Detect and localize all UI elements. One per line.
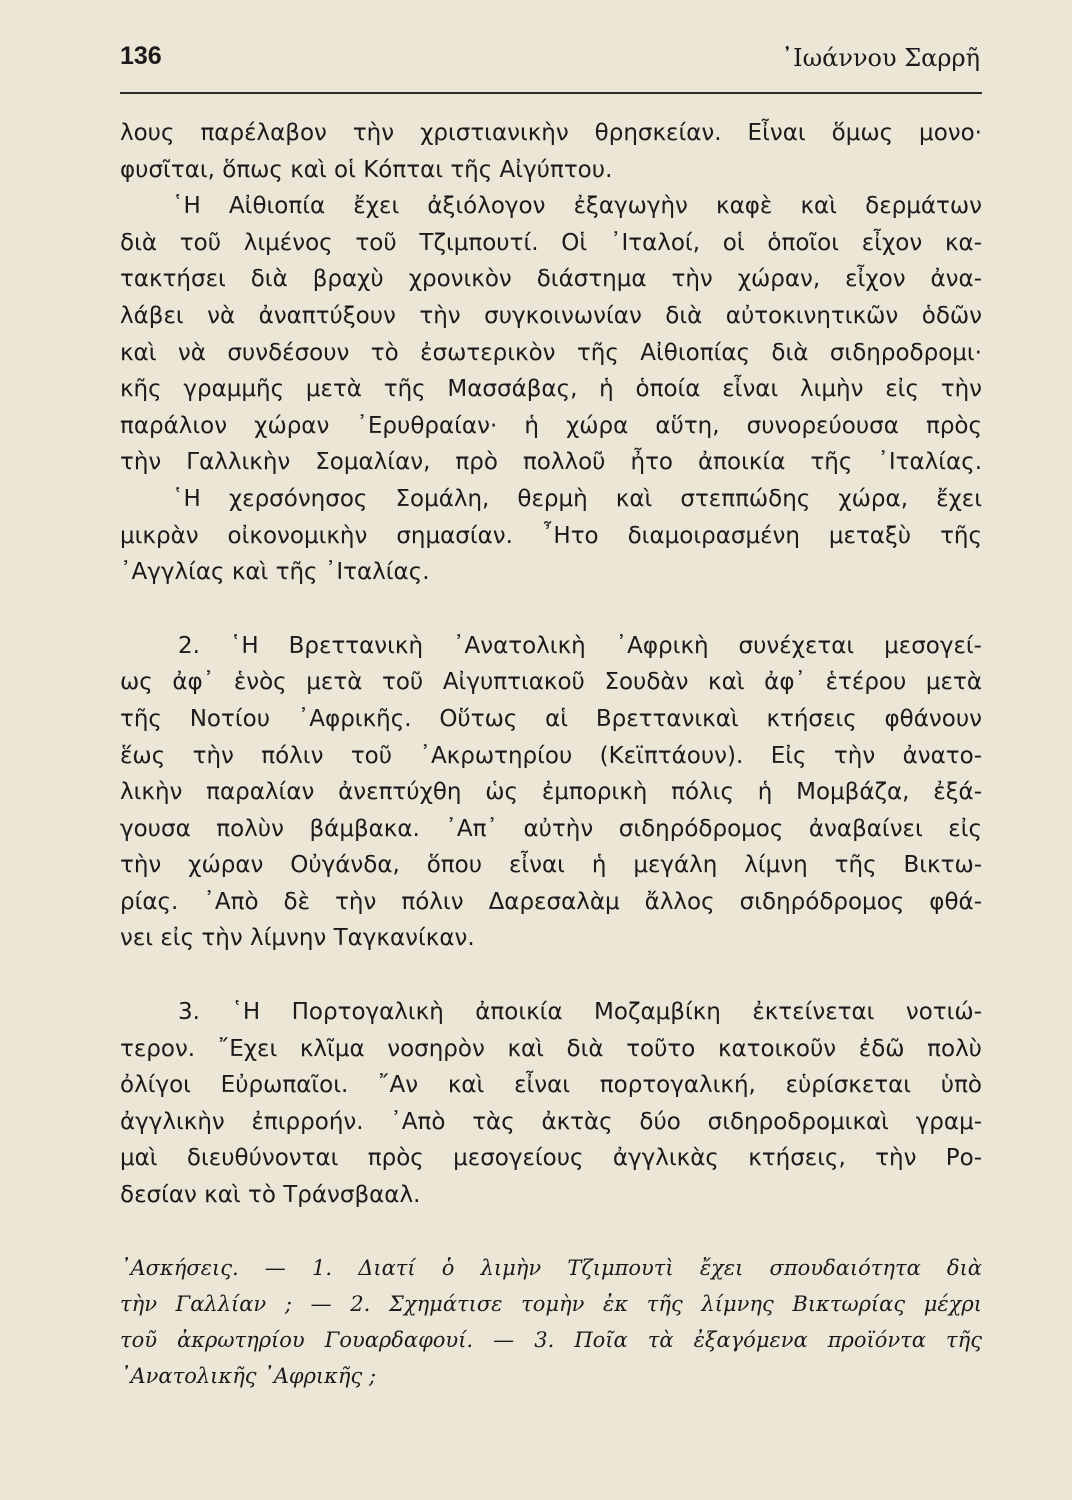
paragraph-3	[120, 481, 982, 591]
text-line: ἀγγλικὴν ἐπιρροήν. ᾿Απὸ τὰς ἀκτὰς δύο σιδηροδρομικαὶ γραμ-	[120, 1108, 982, 1135]
text-line: ρίας. ᾿Απὸ δὲ τὴν πόλιν Δαρεσαλὰμ ἄλλος σιδηρόδρομος φθά-	[120, 888, 982, 915]
text-line: φυσῖται, ὅπως καὶ οἱ Κόπται τῆς Αἰγύπτου.	[120, 156, 613, 183]
running-title: ᾿Ιωάννου Σαρρῆ	[781, 44, 980, 72]
page-header	[120, 42, 980, 82]
text-line: ὀλίγοι Εὐρωπαῖοι. ῎Αν καὶ εἶναι πορτογαλική, εὑρίσκεται ὑπὸ	[120, 1072, 982, 1099]
text-line: καὶ νὰ συνδέσουν τὸ ἐσωτερικὸν τῆς Αἰθιοπίας διὰ σιδηροδρομι·	[120, 339, 982, 366]
text-line: λους παρέλαβον τὴν χριστιανικὴν θρησκείαν. Εἶναι ὅμως μονο·	[120, 120, 982, 146]
text-line: λικὴν παραλίαν ἀνεπτύχθη ὡς ἐμπορικὴ πόλις ἡ Μομβάζα, ἐξά-	[120, 779, 982, 806]
text-line: τῆς Νοτίου ᾿Αφρικῆς. Οὕτως αἱ Βρεττανικαὶ κτήσεις φθάνουν	[120, 705, 982, 732]
text-line: κῆς γραμμῆς μετὰ τῆς Μασσάβας, ἡ ὁποία εἶναι λιμὴν εἰς τὴν	[120, 376, 982, 403]
text-line: 3. ῾Η Πορτογαλικὴ ἀποικία Μοζαμβίκη ἐκτείνεται νοτιώ-	[178, 999, 982, 1026]
exercise-line: τοῦ ἀκρωτηρίου Γουαρδαφουί. — 3. Ποῖα τὰ ἐξαγόμενα προϊόντα τῆς	[120, 1327, 982, 1352]
exercises-block	[120, 1250, 982, 1394]
text-line: ἕως τὴν πόλιν τοῦ ᾿Ακρωτηρίου (Κεϊπτάουν). Εἰς τὴν ἀνατο-	[120, 742, 982, 769]
text-line: παράλιον χώραν ᾿Ερυθραίαν· ἡ χώρα αὕτη, συνορεύουσα πρὸς	[120, 412, 982, 439]
text-line: νει εἰς τὴν λίμνην Ταγκανίκαν.	[120, 925, 475, 952]
exercise-line: ᾿Ανατολικῆς ᾿Αφρικῆς ;	[120, 1363, 377, 1388]
text-line: γουσα πολὺν βάμβακα. ᾿Απ᾿ αὐτὴν σιδηρόδρομος ἀναβαίνει εἰς	[120, 815, 982, 842]
paragraph-1	[120, 115, 982, 188]
exercise-line: τὴν Γαλλίαν ; — 2. Σχημάτισε τομὴν ἐκ τῆς λίμνης Βικτωρίας μέχρι	[120, 1291, 982, 1316]
text-line: μαὶ διευθύνονται πρὸς μεσογείους ἀγγλικὰς κτήσεις, τὴν Ρο-	[120, 1145, 982, 1172]
text-line: ᾿Αγγλίας καὶ τῆς ᾿Ιταλίας.	[120, 559, 430, 586]
section-gap	[120, 591, 982, 628]
page-number: 136	[120, 42, 162, 70]
body-text	[120, 115, 982, 1394]
text-line: τερον. ῎Εχει κλῖμα νοσηρὸν καὶ διὰ τοῦτο κατοικοῦν ἐδῶ πολὺ	[120, 1035, 982, 1062]
exercise-line: ᾿Ασκήσεις. — 1. Διατί ὁ λιμὴν Τζιμπουτὶ ἔχει σπουδαιότητα διὰ	[120, 1255, 982, 1280]
text-line: δεσίαν καὶ τὸ Τράνσβααλ.	[120, 1182, 421, 1209]
section-3	[120, 994, 982, 1214]
text-line: ῾Η χερσόνησος Σομάλη, θερμὴ καὶ στεππώδης χώρα, ἔχει	[172, 485, 982, 512]
text-line: ως ἀφ᾿ ἑνὸς μετὰ τοῦ Αἰγυπτιακοῦ Σουδὰν καὶ ἀφ᾿ ἑτέρου μετὰ	[120, 669, 982, 696]
paragraph-2	[120, 188, 982, 481]
section-gap	[120, 957, 982, 994]
text-line: τὴν χώραν Οὐγάνδα, ὅπου εἶναι ἡ μεγάλη λίμνη τῆς Βικτω-	[120, 852, 982, 879]
text-line: λάβει νὰ ἀναπτύξουν τὴν συγκοινωνίαν διὰ αὐτοκινητικῶν ὁδῶν	[120, 302, 982, 329]
text-line: διὰ τοῦ λιμένος τοῦ Τζιμπουτί. Οἱ ᾿Ιταλοί, οἱ ὁποῖοι εἶχον κα-	[120, 229, 982, 256]
section-2	[120, 628, 982, 957]
text-line: 2. ῾Η Βρεττανικὴ ᾿Ανατολικὴ ᾿Αφρικὴ συνέχεται μεσογεί-	[178, 632, 982, 659]
text-line: τὴν Γαλλικὴν Σομαλίαν, πρὸ πολλοῦ ἦτο ἀποικία τῆς ᾿Ιταλίας.	[120, 449, 982, 476]
text-line: τακτήσει διὰ βραχὺ χρονικὸν διάστημα τὴν χώραν, εἶχον ἀνα-	[120, 266, 982, 293]
section-gap	[120, 1214, 982, 1250]
header-rule	[120, 92, 982, 94]
text-line: μικρὰν οἰκονομικὴν σημασίαν. ῏Ητο διαμοιρασμένη μεταξὺ τῆς	[120, 522, 982, 549]
text-line: ῾Η Αἰθιοπία ἔχει ἀξιόλογον ἐξαγωγὴν καφὲ καὶ δερμάτων	[172, 193, 982, 220]
